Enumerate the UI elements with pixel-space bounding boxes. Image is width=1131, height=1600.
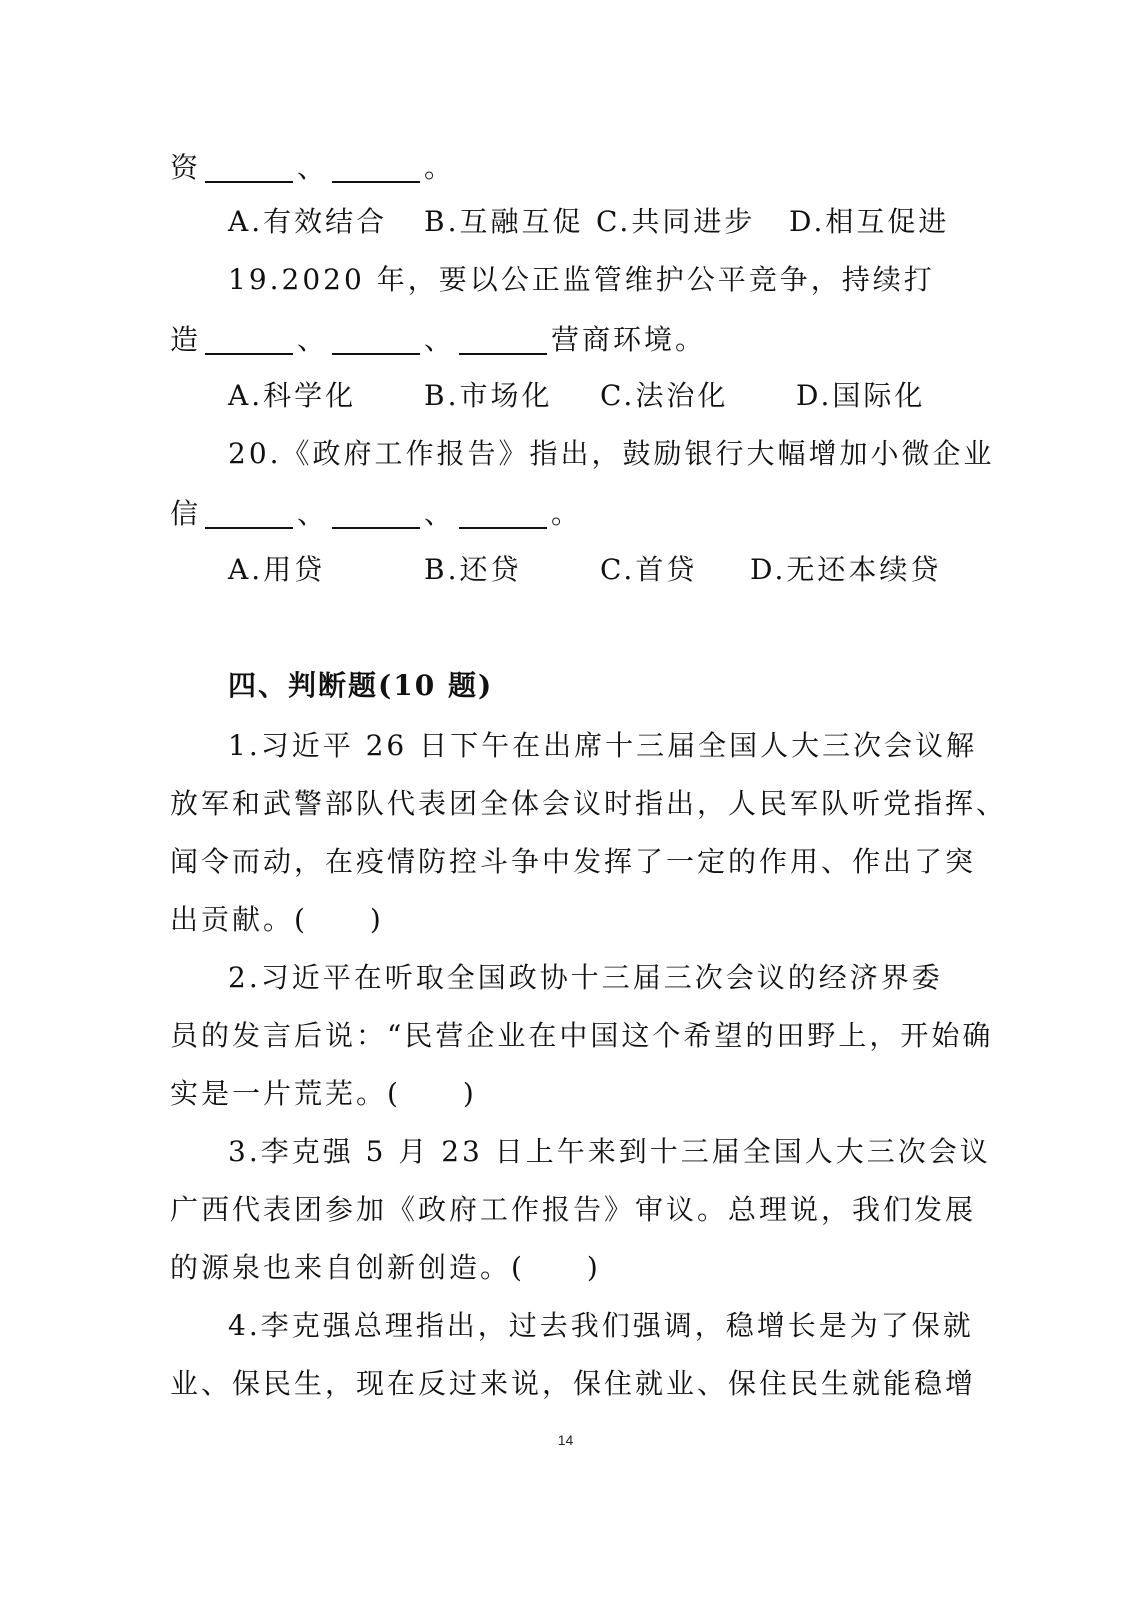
q18-blank-1[interactable] <box>205 151 293 183</box>
q20-sep-2: 、 <box>424 497 456 530</box>
s4-item-2-line-3: 实是一片荒芜。( ) <box>170 1077 477 1110</box>
q19-line-start: 造 <box>170 323 202 356</box>
q19-line-2 <box>170 312 706 368</box>
q20-blank-3[interactable] <box>459 497 547 529</box>
q18-option-c[interactable]: C.共同进步 <box>596 205 756 238</box>
s4-item-3-line-3: 的源泉也来自创新创造。( ) <box>170 1251 601 1284</box>
q20-option-c[interactable]: C.首贷 <box>600 553 698 586</box>
q20-option-b[interactable]: B.还贷 <box>424 553 522 586</box>
q20-option-d[interactable]: D.无还本续贷 <box>750 553 942 586</box>
q19-option-d[interactable]: D.国际化 <box>796 379 926 412</box>
q20-line-1: 20.《政府工作报告》指出，鼓励银行大幅增加小微企业 <box>228 437 995 470</box>
s4-item-3-line-1: 3.李克强 5 月 23 日上午来到十三届全国人大三次会议 <box>228 1135 991 1168</box>
q19-option-c[interactable]: C.法治化 <box>600 379 729 412</box>
s4-item-1-line-2: 放军和武警部队代表团全体会议时指出，人民军队听党指挥、 <box>170 787 1008 820</box>
q20-sep-1: 、 <box>297 497 329 530</box>
q19-sep-1: 、 <box>297 323 329 356</box>
section-4-title: 四、判断题(10 题) <box>228 669 494 702</box>
q18-option-a[interactable]: A.有效结合 <box>228 205 388 238</box>
q20-end: 。 <box>551 497 583 530</box>
q19-line-1: 19.2020 年，要以公正监管维护公平竞争，持续打 <box>228 263 935 296</box>
q19-sep-2: 、 <box>424 323 456 356</box>
s4-item-3-line-2: 广西代表团参加《政府工作报告》审议。总理说，我们发展 <box>170 1193 977 1226</box>
q18-blank-2[interactable] <box>332 151 420 183</box>
q19-option-b[interactable]: B.市场化 <box>424 379 553 412</box>
q18-option-b[interactable]: B.互融互促 <box>424 205 584 238</box>
q20-line-2 <box>170 486 582 542</box>
q20-line-start: 信 <box>170 497 202 530</box>
q20-blank-2[interactable] <box>332 497 420 529</box>
q19-end: 营商环境。 <box>551 323 707 356</box>
q20-option-a[interactable]: A.用贷 <box>228 553 326 586</box>
s4-item-2-line-2: 员的发言后说：“民营企业在中国这个希望的田野上，开始确 <box>170 1019 994 1052</box>
q18-sep-1: 、 <box>297 151 329 184</box>
s4-item-1-line-1: 1.习近平 26 日下午在出席十三届全国人大三次会议解 <box>228 729 978 762</box>
q18-end: 。 <box>424 151 456 184</box>
q19-blank-3[interactable] <box>459 323 547 355</box>
q18-option-d[interactable]: D.相互促进 <box>789 205 950 238</box>
q18-line-start: 资 <box>170 151 202 184</box>
s4-item-1-line-3: 闻令而动，在疫情防控斗争中发挥了一定的作用、作出了突 <box>170 845 977 878</box>
q20-options <box>228 542 941 598</box>
q19-blank-2[interactable] <box>332 323 420 355</box>
q19-blank-1[interactable] <box>205 323 293 355</box>
q18-options <box>228 194 949 250</box>
s4-item-1-line-4: 出贡献。( ) <box>170 903 384 936</box>
q20-blank-1[interactable] <box>205 497 293 529</box>
page-number: 14 <box>557 1432 574 1448</box>
s4-item-4-line-1: 4.李克强总理指出，过去我们强调，稳增长是为了保就 <box>228 1309 974 1342</box>
q19-options <box>228 368 925 424</box>
s4-item-2-line-1: 2.习近平在听取全国政协十三届三次会议的经济界委 <box>228 961 943 994</box>
q19-option-a[interactable]: A.科学化 <box>228 379 357 412</box>
s4-item-4-line-2: 业、保民生，现在反过来说，保住就业、保住民生就能稳增 <box>170 1367 977 1400</box>
q18-line <box>170 140 455 196</box>
